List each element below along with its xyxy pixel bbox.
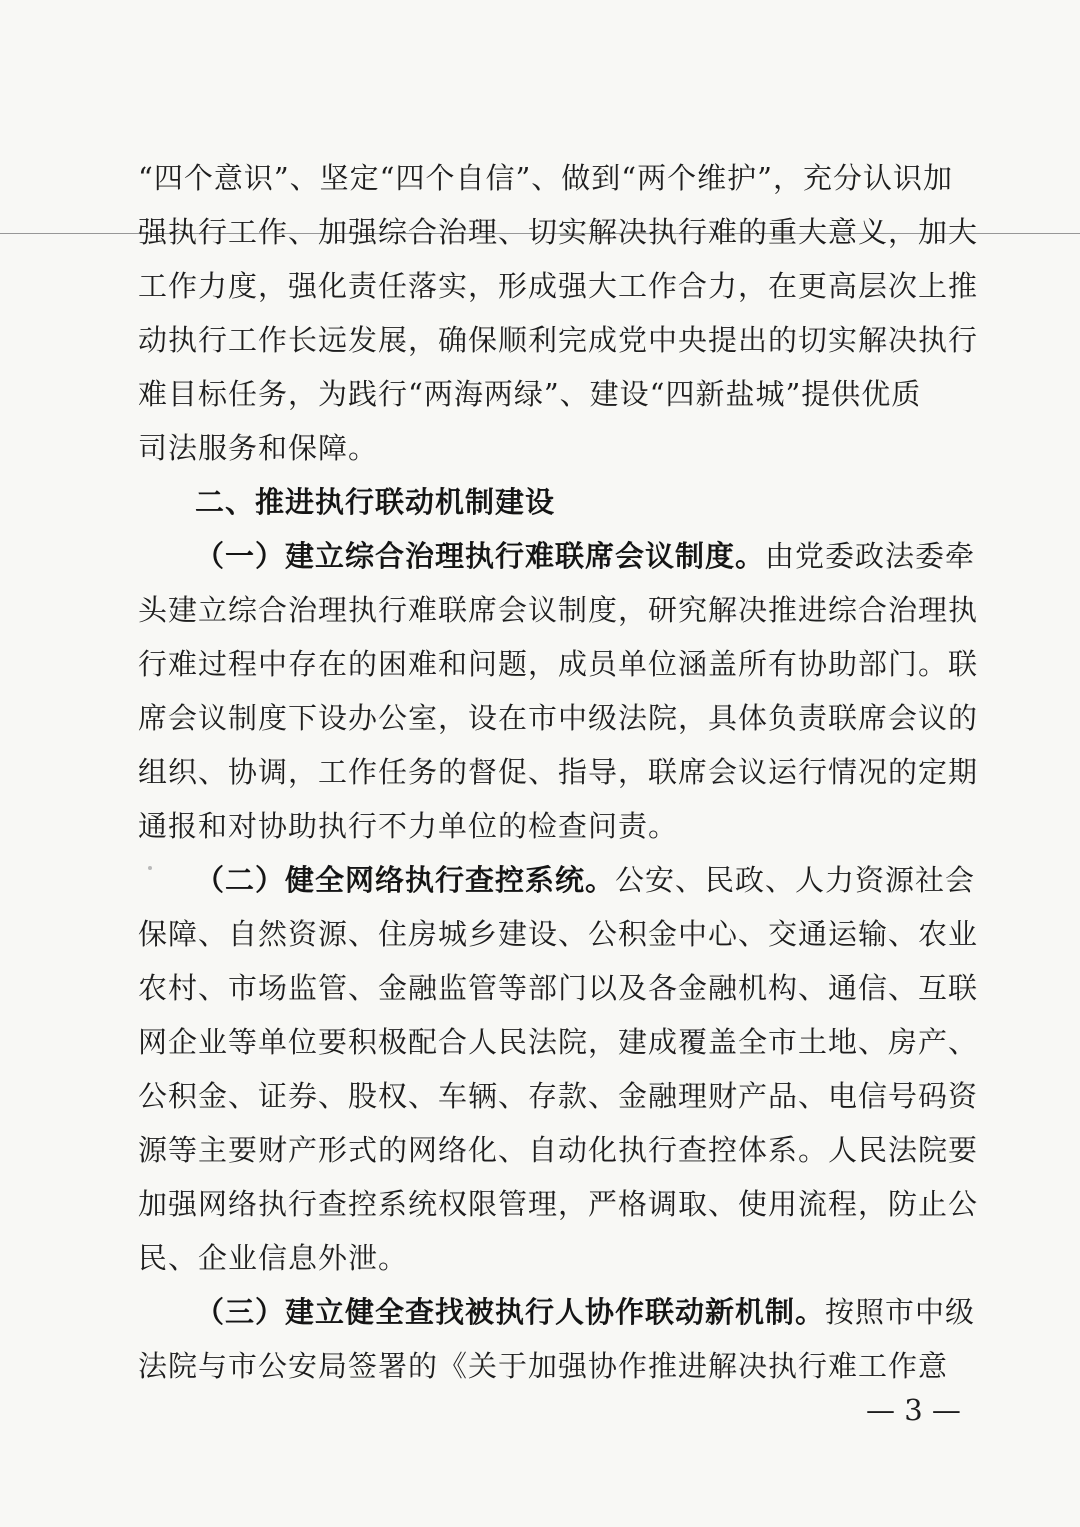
section-2-line: 源等主要财产形式的网络化、自动化执行查控体系。人民法院要	[138, 1133, 979, 1167]
section-2-line: 农村、市场监管、金融监管等部门以及各金融机构、通信、互联	[138, 971, 979, 1005]
section-2-heading: （二）健全网络执行查控系统。	[195, 863, 616, 897]
body-line: 强执行工作、加强综合治理、切实解决执行难的重大意义，加大	[138, 215, 979, 249]
body-line: 司法服务和保障。	[138, 431, 379, 465]
section-1-line: 席会议制度下设办公室，设在市中级法院，具体负责联席会议的	[138, 701, 979, 735]
scan-speck	[148, 866, 152, 870]
section-1-line: 组织、协调，工作任务的督促、指导，联席会议运行情况的定期	[138, 755, 979, 789]
body-line: 工作力度，强化责任落实，形成强大工作合力，在更高层次上推	[138, 269, 979, 303]
section-1-lead-text: 由党委政法委牵	[765, 539, 976, 573]
section-2-line: 公积金、证券、股权、车辆、存款、金融理财产品、电信号码资	[138, 1079, 979, 1113]
page-number: — 3 —	[866, 1393, 961, 1427]
section-1-line: 行难过程中存在的困难和问题，成员单位涵盖所有协助部门。联	[138, 647, 979, 681]
section-2-line: 保障、自然资源、住房城乡建设、公积金中心、交通运输、农业	[138, 917, 979, 951]
section-2-first-line	[195, 863, 976, 897]
body-line: 难目标任务，为践行“两海两绿”、建设“四新盐城”提供优质	[138, 377, 922, 411]
body-line: 动执行工作长远发展，确保顺利完成党中央提出的切实解决执行	[138, 323, 979, 357]
section-1-line: 头建立综合治理执行难联席会议制度，研究解决推进综合治理执	[138, 593, 979, 627]
section-3-line: 法院与市公安局签署的《关于加强协作推进解决执行难工作意	[138, 1349, 949, 1383]
section-3-heading: （三）建立健全查找被执行人协作联动新机制。	[195, 1295, 826, 1329]
section-3-first-line	[195, 1295, 976, 1329]
section-2-line: 民、企业信息外泄。	[138, 1241, 409, 1275]
section-3-lead-text: 按照市中级	[825, 1295, 976, 1329]
section-title: 二、推进执行联动机制建设	[195, 485, 556, 519]
section-2-line: 网企业等单位要积极配合人民法院，建成覆盖全市土地、房产、	[138, 1025, 979, 1059]
body-line: “四个意识”、坚定“四个自信”、做到“两个维护”，充分认识加	[138, 161, 953, 195]
section-1-line: 通报和对协助执行不力单位的检查问责。	[138, 809, 679, 843]
section-1-first-line	[195, 539, 976, 573]
section-2-lead-text: 公安、民政、人力资源社会	[615, 863, 976, 897]
section-1-heading: （一）建立综合治理执行难联席会议制度。	[195, 539, 766, 573]
section-2-line: 加强网络执行查控系统权限管理，严格调取、使用流程，防止公	[138, 1187, 979, 1221]
